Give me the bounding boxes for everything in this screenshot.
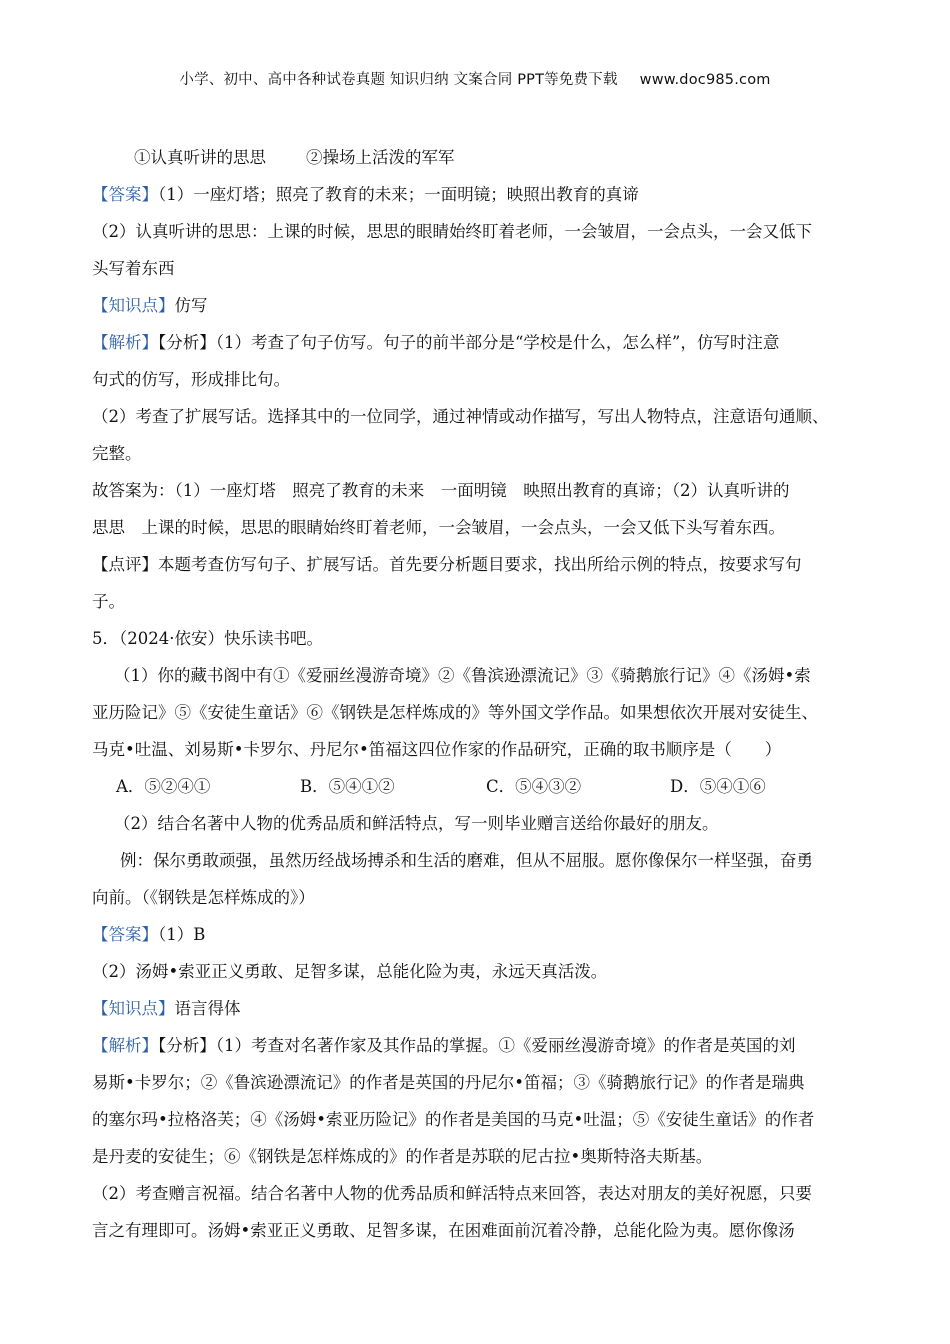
analysis-5-line-1 [92, 1027, 864, 1064]
knowledge-point-tag: 【知识点】 [92, 296, 175, 315]
page-header [0, 68, 950, 89]
answer-5-line-2: （2）汤姆•索亚正义勇敢、足智多谋，总能化险为夷，永远天真活泼。 [92, 962, 608, 981]
header-url[interactable]: www.doc985.com [639, 72, 771, 88]
answer-5-tag: 【答案】 [92, 925, 158, 944]
answer-line-1 [92, 176, 864, 213]
answer-tag: 【答案】 [92, 185, 158, 204]
question-5-part1-line-2: 亚历险记》⑤《安徒生童话》⑥《钢铁是怎样炼成的》等外国文学作品。如果想依次开展对安徒生、 [92, 703, 818, 722]
analysis-tag: 【解析】 [92, 333, 158, 352]
answer-5-line-1 [92, 916, 864, 953]
knowledge-point-line [92, 287, 864, 324]
answer-5-text-1: （1）B [158, 925, 206, 944]
example-option-1: ①认真听讲的思思 [134, 148, 266, 167]
answer-line-2: （2）认真听讲的思思：上课的时候，思思的眼睛始终盯着老师，一会皱眉，一会点头，一会又低下 [92, 222, 812, 241]
answer-line-3: 头写着东西 [92, 259, 175, 278]
analysis-5-line-3: 的塞尔玛•拉格洛芙；④《汤姆•索亚历险记》的作者是美国的马克•吐温；⑤《安徒生童话》的作者 [92, 1110, 815, 1129]
analysis-5-line-2: 易斯•卡罗尔；②《鲁滨逊漂流记》的作者是英国的丹尼尔•笛福；③《骑鹅旅行记》的作者是瑞典 [92, 1073, 805, 1092]
comment-line-1: 【点评】本题考查仿写句子、扩展写话。首先要分析题目要求，找出所给示例的特点，按要求写句 [92, 555, 802, 574]
analysis-5-line-6: 言之有理即可。汤姆•索亚正义勇敢、足智多谋，在困难面前沉着冷静，总能化险为夷。愿你像汤 [92, 1221, 795, 1240]
answer-text-1: （1）一座灯塔；照亮了教育的未来；一面明镜；映照出教育的真谛 [158, 185, 639, 204]
example-line-1: 例：保尔勇敢顽强，虽然历经战场搏杀和生活的磨难，但从不屈服。愿你像保尔一样坚强，奋勇 [120, 851, 813, 870]
choice-options [92, 768, 864, 805]
option-b: B．⑤④①② [300, 777, 395, 796]
analysis-5-line-4: 是丹麦的安徒生；⑥《钢铁是怎样炼成的》的作者是苏联的尼古拉•奥斯特洛夫斯基。 [92, 1147, 713, 1166]
option-d: D．⑤④①⑥ [670, 777, 766, 796]
knowledge-point-5-tag: 【知识点】 [92, 999, 175, 1018]
example-option-2: ②操场上活泼的军军 [306, 148, 455, 167]
analysis-line-4: 完整。 [92, 444, 142, 463]
analysis-5-text-1: 【分析】（1）考查对名著作家及其作品的掌握。①《爱丽丝漫游奇境》的作者是英国的刘 [158, 1036, 796, 1055]
analysis-5-line-5: （2）考查赠言祝福。结合名著中人物的优秀品质和鲜活特点来回答，表达对朋友的美好祝愿，只要 [92, 1184, 812, 1203]
knowledge-point-text: 仿写 [174, 296, 208, 315]
final-answer-line-2: 思思 上课的时候，思思的眼睛始终盯着老师，一会皱眉，一会点头，一会又低下头写着东西。 [92, 518, 785, 537]
example-options-line [92, 139, 864, 176]
analysis-text-1: 【分析】（1）考查了句子仿写。句子的前半部分是“学校是什么，怎么样”，仿写时注意 [158, 333, 780, 352]
knowledge-point-5-text: 语言得体 [174, 999, 241, 1018]
analysis-line-1 [92, 324, 864, 361]
header-text: 小学、初中、高中各种试卷真题 知识归纳 文案合同 PPT等免费下载 [179, 72, 618, 88]
question-5-title: 5．（2024·依安）快乐读书吧。 [92, 629, 323, 648]
question-5-part1-line-1: （1）你的藏书阁中有①《爱丽丝漫游奇境》②《鲁滨逊漂流记》③《骑鹅旅行记》④《汤姆•索 [114, 666, 811, 685]
example-line-2: 向前。（《钢铁是怎样炼成的》） [92, 888, 315, 907]
option-a: A．⑤②④① [116, 777, 211, 796]
analysis-line-2: 句式的仿写，形成排比句。 [92, 370, 290, 389]
final-answer-line-1: 故答案为：（1）一座灯塔 照亮了教育的未来 一面明镜 映照出教育的真谛；（2）认真听讲的 [92, 481, 790, 500]
comment-line-2: 子。 [92, 592, 125, 611]
analysis-5-tag: 【解析】 [92, 1036, 158, 1055]
question-5-part2: （2）结合名著中人物的优秀品质和鲜活特点，写一则毕业赠言送给你最好的朋友。 [114, 814, 719, 833]
option-c: C．⑤④③② [486, 777, 582, 796]
knowledge-point-5-line [92, 990, 864, 1027]
question-5-part1-line-3: 马克•吐温、刘易斯•卡罗尔、丹尼尔•笛福这四位作家的作品研究，正确的取书顺序是（ ） [92, 740, 782, 759]
analysis-line-3: （2）考查了扩展写话。选择其中的一位同学，通过神情或动作描写，写出人物特点，注意语句通顺、 [92, 407, 829, 426]
document-body [92, 139, 864, 1249]
